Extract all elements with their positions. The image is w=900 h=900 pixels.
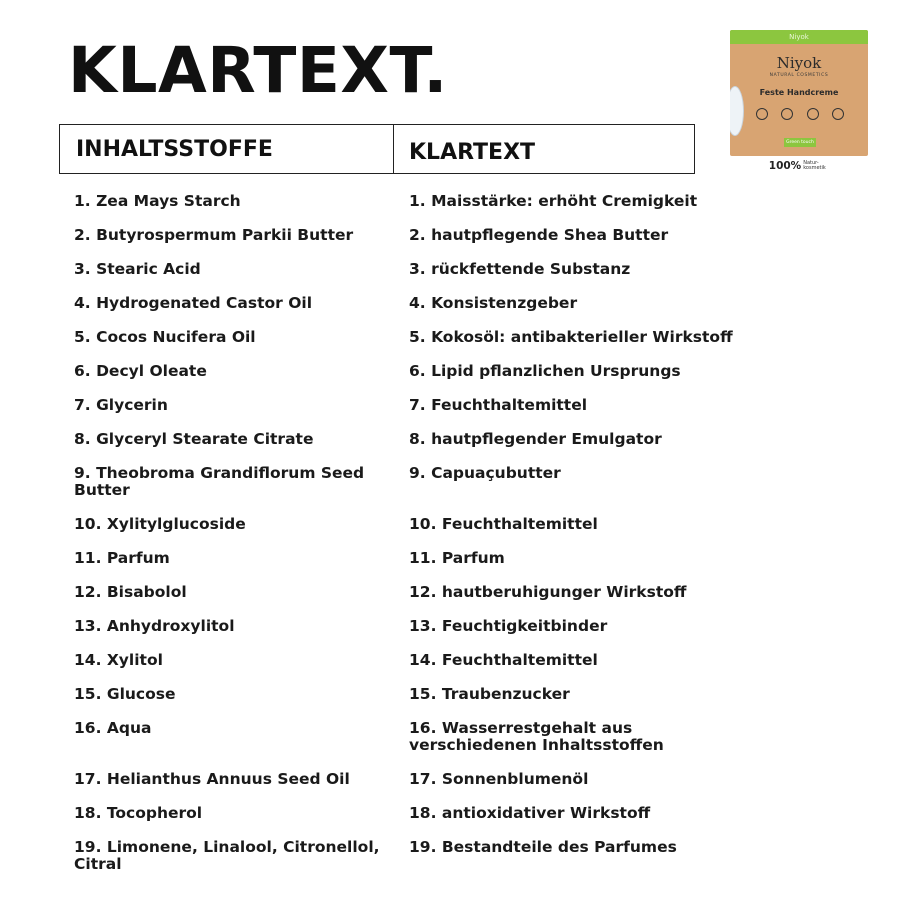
ingredient-name: 7. Glycerin bbox=[74, 396, 168, 414]
ingredient-name: 19. Limonene, Linalool, Citronellol, Citral bbox=[74, 838, 380, 873]
ingredient-name: 1. Zea Mays Starch bbox=[74, 192, 241, 210]
moisture-icon bbox=[832, 108, 844, 120]
plastic-free-icon bbox=[781, 108, 793, 120]
ingredient-explanation: 6. Lipid pflanzlichen Ursprungs bbox=[409, 362, 681, 380]
ingredient-name: 10. Xylitylglucoside bbox=[74, 515, 246, 533]
ingredient-explanation: 17. Sonnenblumenöl bbox=[409, 770, 589, 788]
product-name: Feste Handcreme bbox=[759, 88, 839, 97]
ingredient-explanation: 19. Bestandteile des Parfumes bbox=[409, 838, 677, 856]
ingredient-name: 16. Aqua bbox=[74, 719, 152, 737]
ingredient-name: 18. Tocopherol bbox=[74, 804, 203, 822]
vegan-icon bbox=[756, 108, 768, 120]
ingredient-name: 12. Bisabolol bbox=[74, 583, 187, 601]
ingredient-name: 15. Glucose bbox=[74, 685, 176, 703]
table-row bbox=[74, 649, 754, 683]
ingredient-name: 2. Butyrospermum Parkii Butter bbox=[74, 226, 354, 244]
ingredient-list bbox=[74, 190, 754, 873]
ingredient-explanation: 14. Feuchthaltemittel bbox=[409, 651, 598, 669]
table-row bbox=[74, 581, 754, 615]
box-top-strip: Niyok bbox=[730, 30, 868, 44]
table-row bbox=[74, 394, 754, 428]
table-row bbox=[74, 360, 754, 394]
ingredient-explanation: 15. Traubenzucker bbox=[409, 685, 570, 703]
brand-subtitle: NATURAL COSMETICS bbox=[769, 73, 829, 78]
ingredient-explanation: 4. Konsistenzgeber bbox=[409, 294, 578, 312]
header-ingredients: INHALTSSTOFFE bbox=[60, 125, 394, 173]
table-row bbox=[74, 802, 754, 836]
ingredient-explanation: 11. Parfum bbox=[409, 549, 505, 567]
table-row bbox=[74, 462, 754, 513]
table-row bbox=[74, 428, 754, 462]
ingredient-explanation: 1. Maisstärke: erhöht Cremigkeit bbox=[409, 192, 698, 210]
table-row bbox=[74, 292, 754, 326]
badge-label: Natur-kosmetik bbox=[803, 159, 826, 171]
ingredient-name: 8. Glyceryl Stearate Citrate bbox=[74, 430, 314, 448]
ingredient-explanation: 13. Feuchtigkeitbinder bbox=[409, 617, 608, 635]
page-title: KLARTEXT. bbox=[68, 34, 448, 107]
ingredient-explanation: 7. Feuchthaltemittel bbox=[409, 396, 588, 414]
ingredient-name: 6. Decyl Oleate bbox=[74, 362, 207, 380]
natural-cosmetics-badge bbox=[726, 160, 872, 172]
scent-tag: Green touch bbox=[784, 138, 816, 147]
ingredient-explanation: 9. Capuaçubutter bbox=[409, 464, 561, 482]
ingredient-name: 14. Xylitol bbox=[74, 651, 163, 669]
table-row bbox=[74, 615, 754, 649]
badge-percent: 100% bbox=[768, 160, 802, 172]
ingredient-name: 11. Parfum bbox=[74, 549, 170, 567]
feature-icons bbox=[756, 108, 844, 120]
skin-care-icon bbox=[807, 108, 819, 120]
header-klartext: KLARTEXT bbox=[409, 139, 536, 165]
table-row bbox=[74, 190, 754, 224]
table-row bbox=[74, 224, 754, 258]
brand-logo: Niyok bbox=[776, 54, 822, 72]
ingredient-explanation: 2. hautpflegende Shea Butter bbox=[409, 226, 669, 244]
product-box bbox=[730, 30, 868, 156]
ingredient-explanation: 8. hautpflegender Emulgator bbox=[409, 430, 662, 448]
ingredient-name: 17. Helianthus Annuus Seed Oil bbox=[74, 770, 350, 788]
ingredient-name: 13. Anhydroxylitol bbox=[74, 617, 235, 635]
ingredient-explanation: 10. Feuchthaltemittel bbox=[409, 515, 598, 533]
ingredient-explanation: 16. Wasserrestgehalt aus verschiedenen Inhaltsstoffen bbox=[409, 719, 664, 754]
ingredient-name: 3. Stearic Acid bbox=[74, 260, 201, 278]
table-row bbox=[74, 513, 754, 547]
ingredient-explanation: 12. hautberuhigunger Wirkstoff bbox=[409, 583, 687, 601]
table-row bbox=[74, 717, 754, 768]
ingredient-name: 5. Cocos Nucifera Oil bbox=[74, 328, 256, 346]
ingredient-explanation: 18. antioxidativer Wirkstoff bbox=[409, 804, 651, 822]
table-row bbox=[74, 836, 754, 873]
ingredient-explanation: 5. Kokosöl: antibakterieller Wirkstoff bbox=[409, 328, 733, 346]
table-row bbox=[74, 683, 754, 717]
ingredient-name: 9. Theobroma Grandiflorum Seed Butter bbox=[74, 464, 365, 499]
ingredient-name: 4. Hydrogenated Castor Oil bbox=[74, 294, 313, 312]
ingredient-explanation: 3. rückfettende Substanz bbox=[409, 260, 631, 278]
table-row bbox=[74, 326, 754, 360]
table-row bbox=[74, 258, 754, 292]
product-image bbox=[726, 28, 872, 176]
table-header bbox=[59, 124, 695, 174]
table-row bbox=[74, 768, 754, 802]
table-row bbox=[74, 547, 754, 581]
